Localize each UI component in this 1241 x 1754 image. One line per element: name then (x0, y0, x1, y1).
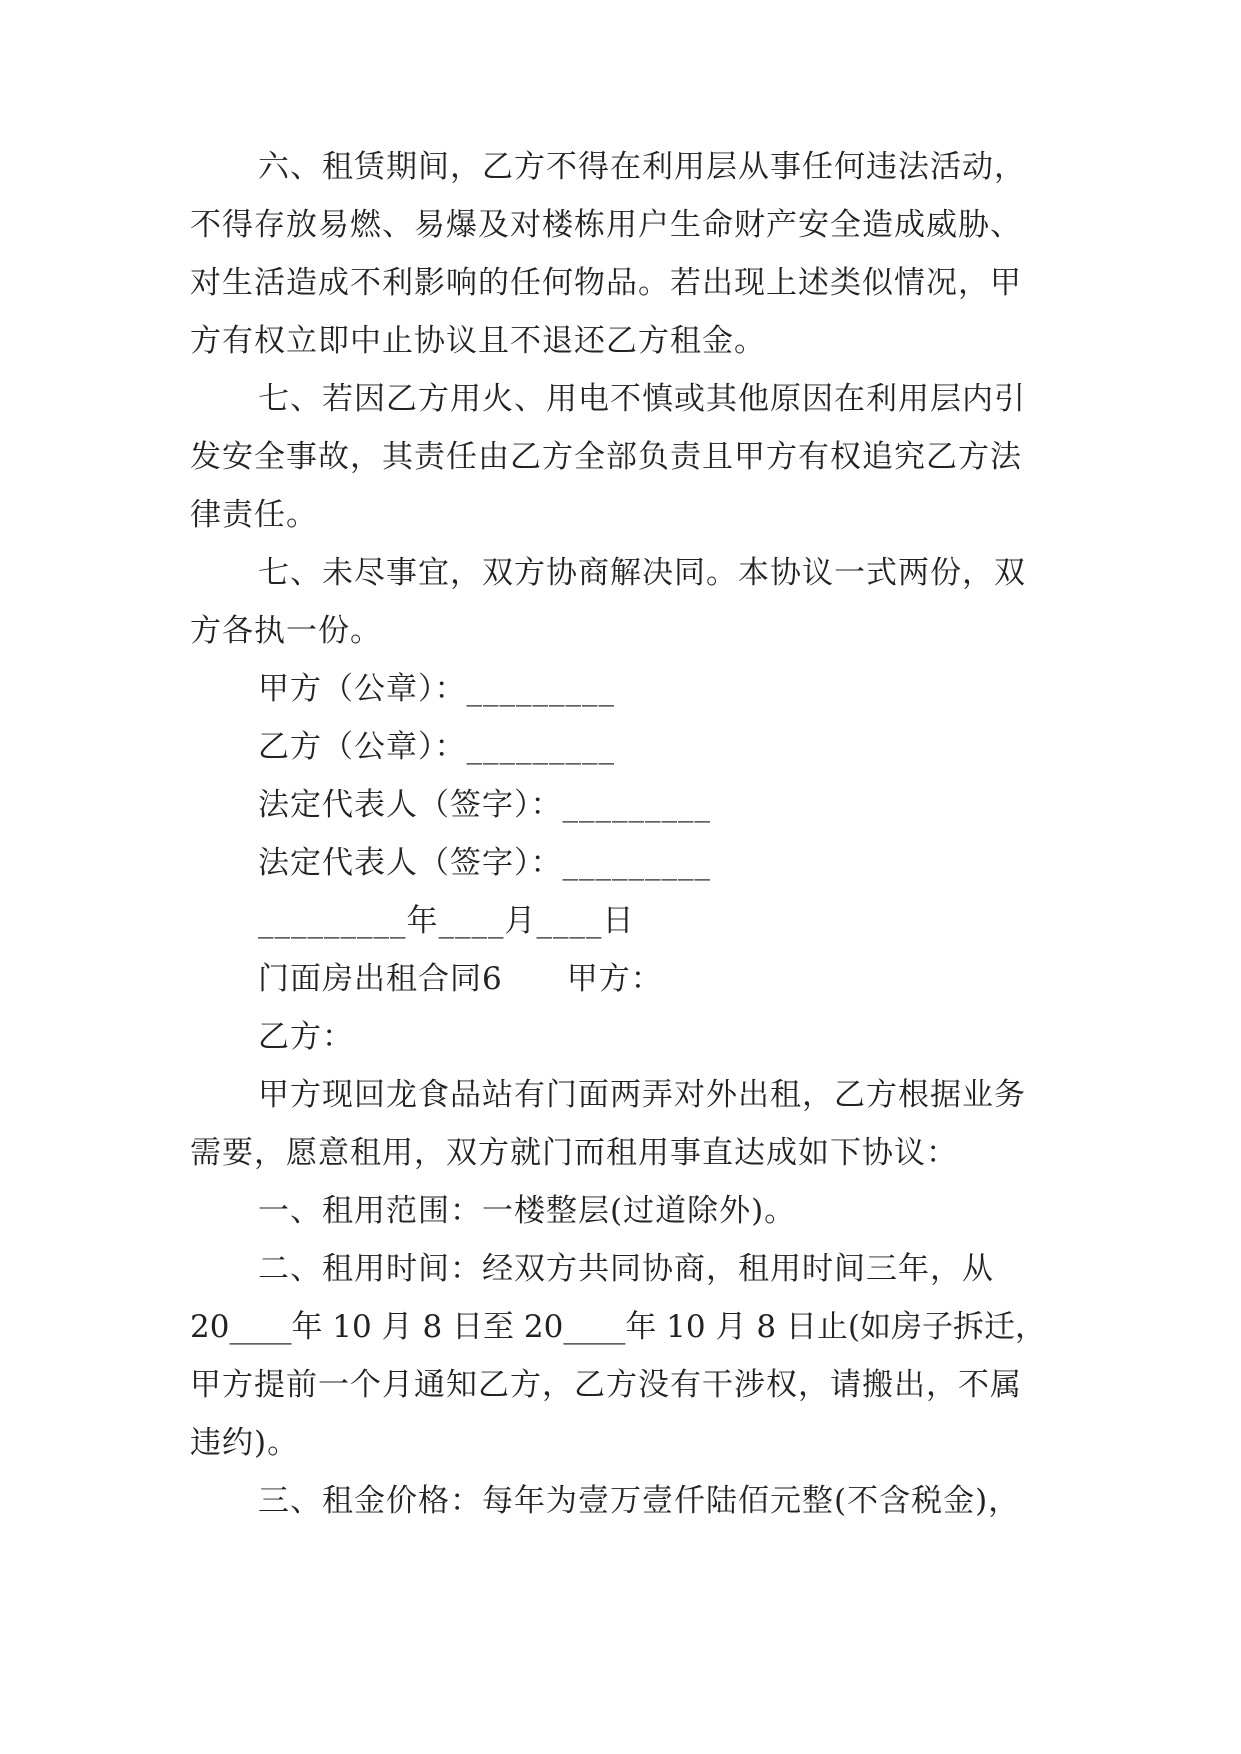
party-b-line: 乙方： (258, 1019, 354, 1055)
clause-6-line-4: 方有权立即中止协议且不退还乙方租金。 (190, 323, 766, 359)
clause-7b-line-2: 方各执一份。 (190, 613, 382, 649)
clause-7a-line-3: 律责任。 (190, 497, 318, 533)
clause-7b-line-1: 七、未尽事宜，双方协商解决同。本协议一式两份，双 (258, 555, 1026, 591)
term-line-4: 违约)。 (190, 1425, 300, 1461)
rent-price-line: 三、租金价格：每年为壹万壹仟陆佰元整(不含税金)， (258, 1483, 1021, 1519)
clause-6-line-3: 对生活造成不利影响的任何物品。若出现上述类似情况，甲 (190, 265, 1022, 301)
contract-6-heading: 门面房出租合同6 甲方： (258, 961, 663, 997)
intro-line-2: 需要，愿意租用，双方就门而租用事直达成如下协议： (190, 1135, 958, 1171)
clause-7a-line-1: 七、若因乙方用火、用电不慎或其他原因在利用层内引 (258, 381, 1026, 417)
term-line-1: 二、租用时间：经双方共同协商，租用时间三年，从 (258, 1251, 994, 1287)
clause-7a-line-2: 发安全事故，其责任由乙方全部负责且甲方有权追究乙方法 (190, 439, 1022, 475)
party-b-seal-line: 乙方（公章）：_________ (258, 729, 615, 765)
date-line: _________年____月____日 (258, 903, 635, 939)
clause-6-line-2: 不得存放易燃、易爆及对楼栋用户生命财产安全造成威胁、 (190, 207, 1022, 243)
term-line-2: 20____年 10 月 8 日至 20____年 10 月 8 日止(如房子拆迁， (190, 1309, 1047, 1345)
intro-line-1: 甲方现回龙食品站有门面两弄对外出租，乙方根据业务 (258, 1077, 1026, 1113)
scope-line: 一、租用范围：一楼整层(过道除外)。 (258, 1193, 797, 1229)
legal-rep-signature-line-1: 法定代表人（签字）：_________ (258, 787, 711, 823)
legal-rep-signature-line-2: 法定代表人（签字）：_________ (258, 845, 711, 881)
clause-6-line-1: 六、租赁期间，乙方不得在利用层从事任何违法活动， (258, 149, 1026, 185)
term-line-3: 甲方提前一个月通知乙方，乙方没有干涉权，请搬出，不属 (190, 1367, 1022, 1403)
party-a-seal-line: 甲方（公章）：_________ (258, 671, 615, 707)
